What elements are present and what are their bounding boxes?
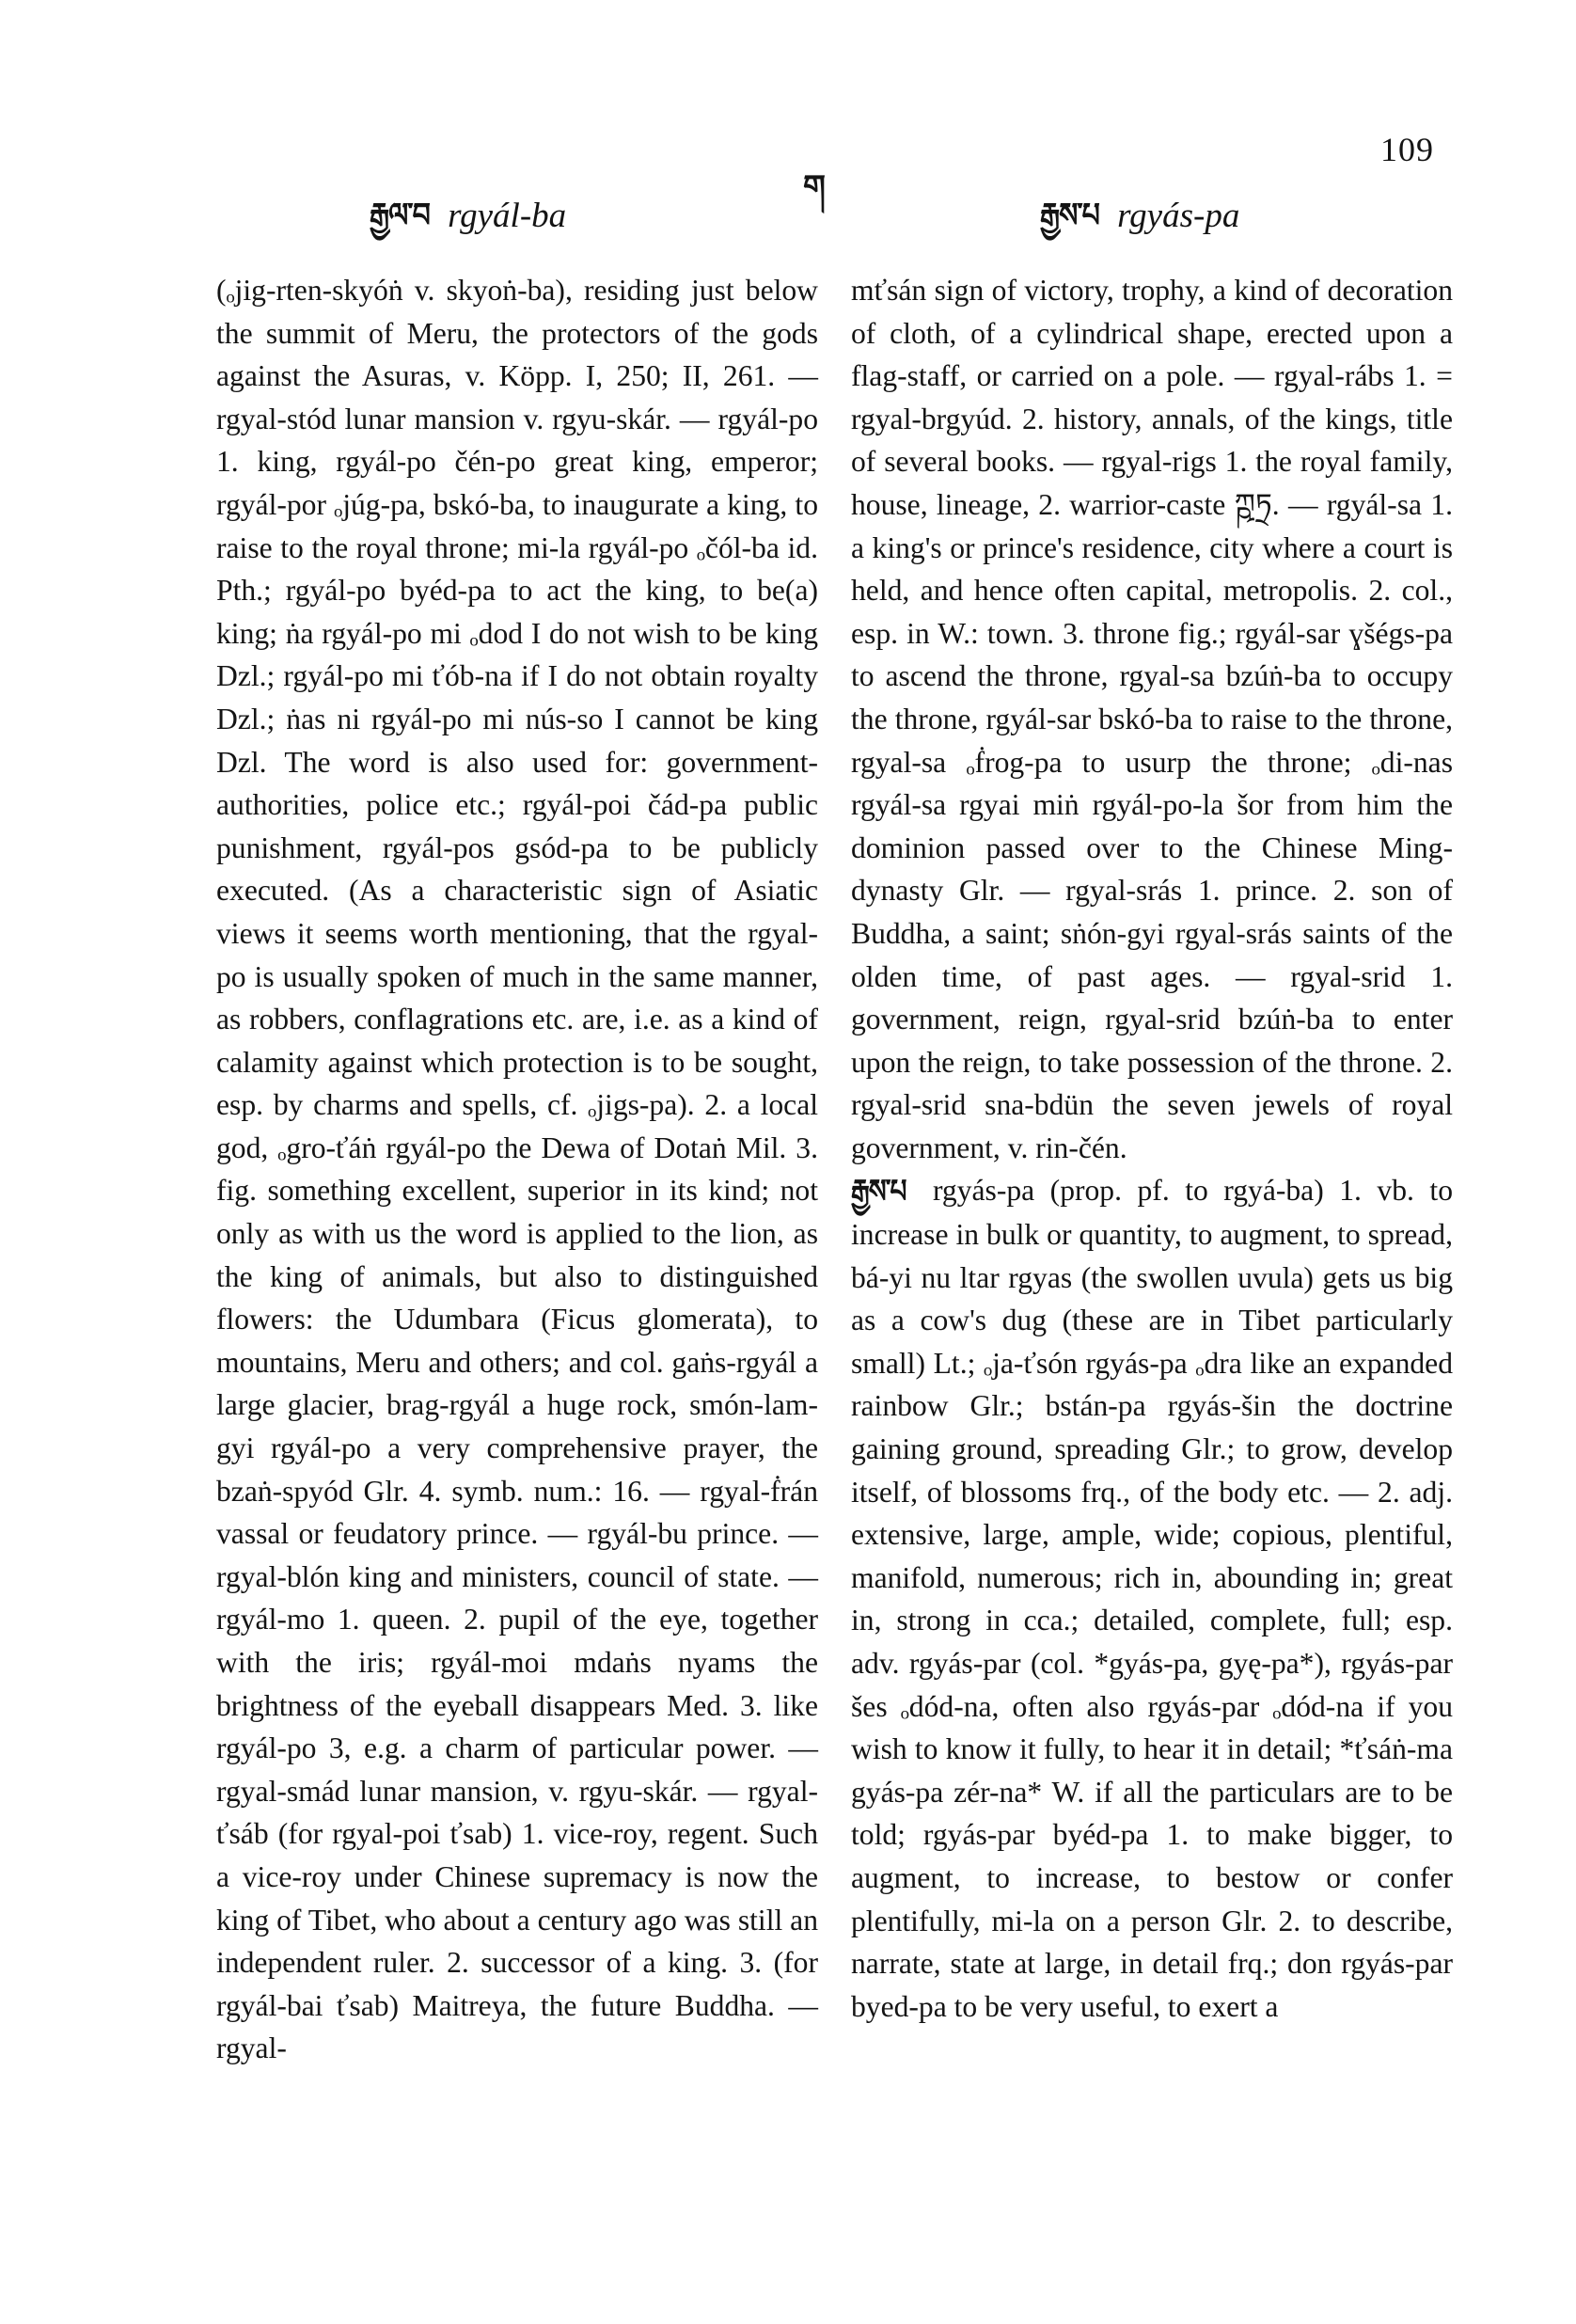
- right-column-paragraph: mťsán sign of victory, trophy, a kind of decoration of cloth, of a cylindrical shape, erected upon a flag-staff, or carried on a pole. — rgyal-rábs 1. = rgyal-brgyúd. 2. history, annals, of the kings, title of several books. — rgyal-rigs 1. the royal family, house, lineage, 2. warrior-caste ཀྵཏྲ. — rgyál-sa 1. a king's or prince's residence, city where a court is held, and hence often capital, metropolis. 2. col., esp. in W.: town. 3. throne fig.; rgyál-sar ɣšégs-pa to ascend the throne, rgyal-sa bzúṅ-ba to occupy the throne, rgyál-sar bskó-ba to raise to the throne, rgyal-sa ₒḟrog-pa to usurp the throne; ₒdi-nas rgyál-sa rgyai miṅ rgyál-po-la šor from him the dominion passed over to the Chinese Ming-dynasty Glr. — rgyal-srás 1. prince. 2. son of Buddha, a saint; sṅón-gyi rgyal-srás saints of the olden time, of past ages. — rgyal-srid 1. government, reign, rgyal-srid bzúṅ-ba to enter upon the reign, to take possession of the throne. 2. rgyal-srid sna-bdün the seven jewels of royal government, v. rin-čén.: [851, 274, 1453, 1164]
- entry-definition: rgyás-pa (prop. pf. to rgyá-ba) 1. vb. to increase in bulk or quantity, to augment, to spread, bá-yi nu ltar rgyas (the swollen uvula) gets us big as a cow's dug (these are in Tibet particularly small) Lt.; ₒja-ťsón rgyás-pa ₒdra like an expanded rainbow Glr.; bstán-pa rgyás-šin the doctrine gaining ground, spreading Glr.; to grow, develop itself, of blossoms frq., of the body etc. — 2. adj. extensive, large, ample, wide; copious, plentiful, manifold, numerous; rich in, abounding in; great in, strong in cca.; detailed, complete, full; esp. adv. rgyás-par (col. *gyás-pa, gyę-pa*), rgyás-par šes ₒdód-na, often also rgyás-par ₒdód-na if you wish to know it fully, to hear it in detail; *ťsáṅ-ma gyás-pa zér-na* W. if all the particulars are to be told; rgyás-par byéd-pa 1. to make bigger, to augment, to increase, to bestow or confer plentifully, mi-la on a person Glr. 2. to describe, narrate, state at large, in detail frq.; don rgyás-par byed-pa to be very useful, to exert a: [851, 1174, 1453, 2023]
- left-column-paragraph: (ₒjig-rten-skyóṅ v. skyoṅ-ba), residing just below the summit of Meru, the protectors of the gods against the Asuras, v. Köpp. I, 250; II, 261. — rgyal-stód lunar mansion v. rgyu-skár. — rgyál-po 1. king, rgyál-po čén-po great king, emperor; rgyál-por ₒjúg-pa, bskó-ba, to inaugurate a king, to raise to the royal throne; mi-la rgyál-po ₒčól-ba id. Pth.; rgyál-po byéd-pa to act the king, to be(a) king; ṅa rgyál-po mi ₒdod I do not wish to be king Dzl.; rgyál-po mi ťób-na if I do not obtain royalty Dzl.; ṅas ni rgyál-po mi nús-so I cannot be king Dzl. The word is also used for: government-authorities, police etc.; rgyál-poi čád-pa public punishment, rgyál-pos gsód-pa to be publicly executed. (As a characteristic sign of Asiatic views it seems worth mentioning, that the rgyal-po is usually spoken of much in the same manner, as robbers, conflagrations etc. are, i.e. as a kind of calamity against which protection is to be sought, esp. by charms and spells, cf. ₒjigs-pa). 2. a local god, ₒgro-ťáṅ rgyál-po the Dewa of Dotaṅ Mil. 3. fig. something excellent, superior in its kind; not only as with us the word is applied to the lion, as the king of animals, but also to distinguished flowers: the Udumbara (Ficus glomerata), to mountains, Meru and others; and col. gaṅs-rgyál a large glacier, brag-rgyál a huge rock, smón-lam-gyi rgyál-po a very comprehensive prayer, the bzaṅ-spyód Glr. 4. symb. num.: 16. — rgyal-ḟrán vassal or feudatory prince. — rgyál-bu prince. — rgyal-blón king and ministers, council of state. — rgyál-mo 1. queen. 2. pupil of the eye, together with the iris; rgyál-moi mdaṅs nyams the brightness of the eyeball disappears Med. 3. like rgyál-po 3, e.g. a charm of particular power. — rgyal-smád lunar mansion, v. rgyu-skár. — rgyal-ťsáb (for rgyal-poi ťsab) 1. vice-roy, regent. Such a vice-roy under Chinese supremacy is now the king of Tibet, who about a century ago was still an independent ruler. 2. successor of a king. 3. (for rgyál-bai ťsab) Maitreya, the future Buddha. — rgyal-: [216, 274, 818, 2065]
- right-header-roman: rgyás-pa: [1117, 197, 1240, 235]
- page-number: 109: [1380, 131, 1434, 168]
- right-column: [851, 269, 1453, 2028]
- right-header-tibetan: རྒྱས་པ: [1040, 196, 1099, 236]
- left-column: [216, 269, 818, 2070]
- left-running-header: [370, 186, 566, 265]
- right-running-header: [1040, 186, 1239, 265]
- entry-headword: [851, 1172, 933, 1211]
- left-header-roman: rgyál-ba: [448, 197, 567, 235]
- center-letter-mark: ག: [803, 168, 826, 206]
- dictionary-entry: [851, 1169, 1453, 2028]
- entry-headword-tibetan: རྒྱས་པ: [851, 1172, 906, 1211]
- left-header-tibetan: རྒྱལ་བ: [370, 196, 430, 236]
